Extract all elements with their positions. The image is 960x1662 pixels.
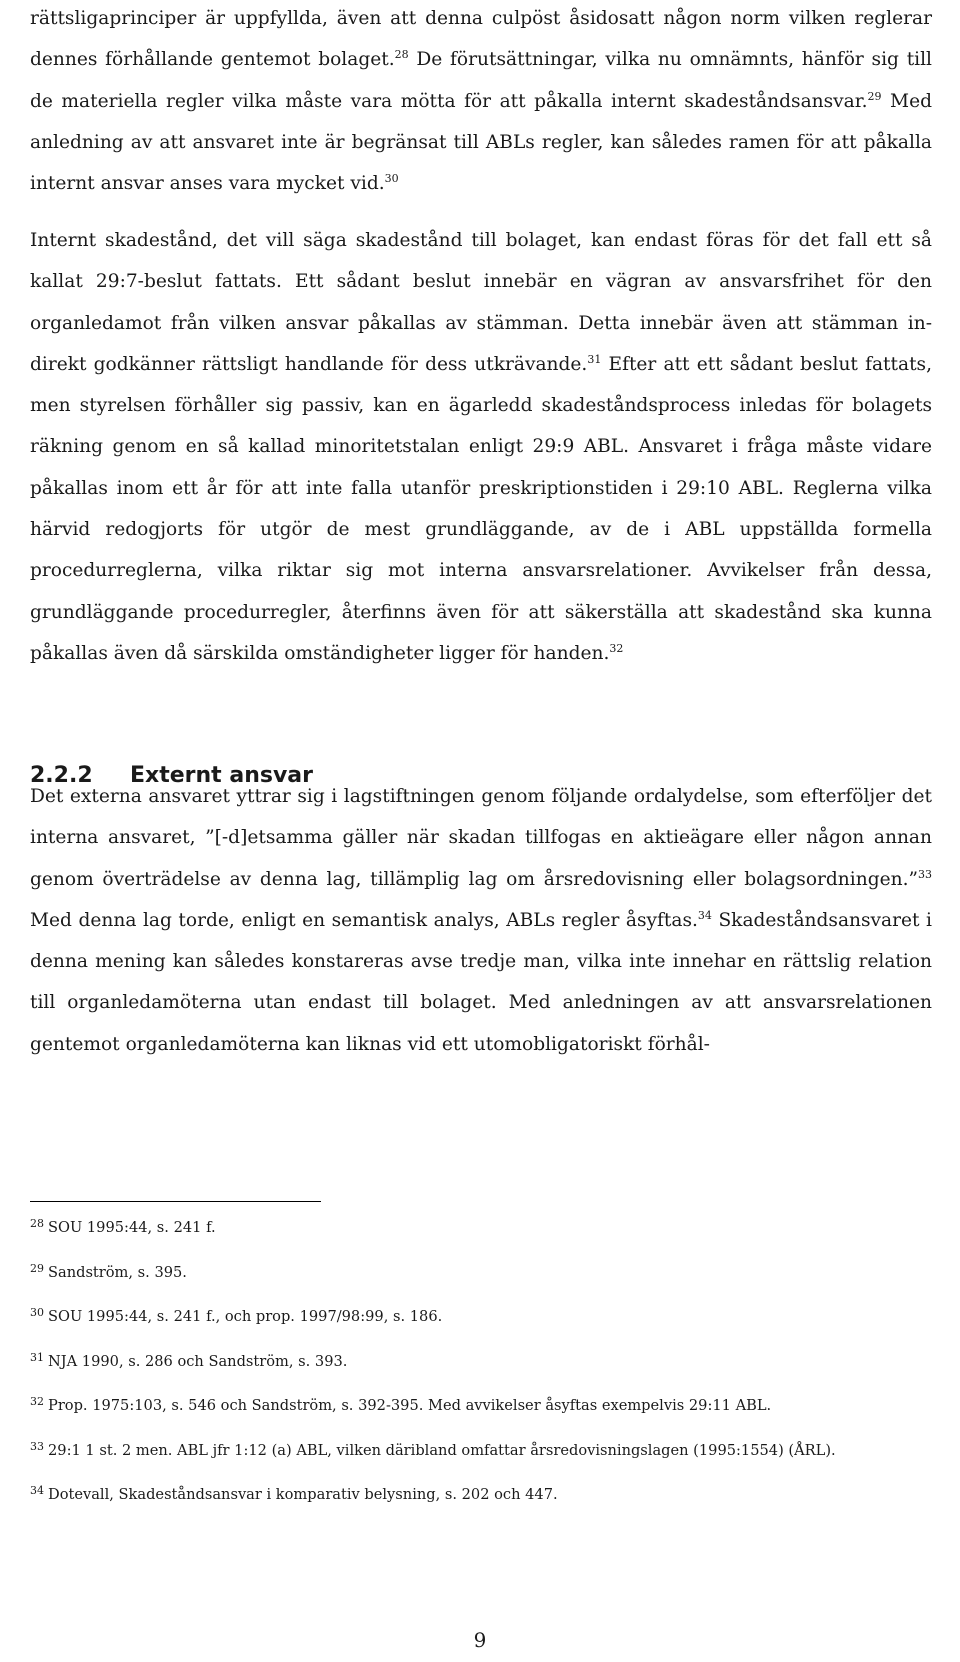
footnote-list — [30, 1214, 932, 1526]
footnote-reference[interactable]: 29 — [867, 89, 882, 103]
page-number: 9 — [473, 1628, 487, 1652]
footnote-reference[interactable]: 31 — [587, 352, 602, 366]
paragraph-2 — [30, 220, 932, 674]
footnote-number: 32 — [30, 1395, 44, 1408]
footnote-number: 34 — [30, 1484, 44, 1497]
text-run: De förutsättningar, vilka nu omnämnts, hänför sig till de materiella regler vilka måste vara mötta för att påkalla internt skadeståndsansvar. — [30, 49, 933, 112]
text-run: Det externa ansvaret yttrar sig i lagstiftningen genom följande ordalydelse, som efterföljer det interna ansvaret, ”[-d]etsamma gäller när skadan tillfogas en aktieägare eller någon annan genom överträdelse av denna lag, tillämplig lag om årsredovisning eller bolagsordningen.” — [30, 786, 932, 890]
footnote-number: 31 — [30, 1350, 44, 1364]
text-run: Med anledning av att ansvaret inte är begränsat till ABLs regler, kan således ramen för att påkalla internt ansvar anses vara mycket vid. — [30, 90, 932, 195]
footnote-text: NJA 1990, s. 286 och Sandström, s. 393. — [48, 1352, 348, 1370]
footnote-text: Prop. 1975:103, s. 546 och Sandström, s. 392-395. Med avvikelser åsyftas exempelvis 29:11 ABL. — [48, 1397, 772, 1414]
footnote-number: 33 — [30, 1439, 44, 1453]
footnote-28 — [30, 1214, 932, 1259]
footnote-32 — [30, 1392, 932, 1437]
text-run: Efter att ett sådant beslut fattats, men styrelsen förhåller sig passiv, kan en ägarledd skadeståndsprocess inledas för bolagets räkning genom en så kallad minoritetstalan enligt 29:9 ABL. Ansvaret i fråga måste vidare påkallas inom ett år för att inte falla utanför preskriptionstiden i 29:10 ABL. Reglerna vilka härvid redogjorts för utgör de mest grundläggande, av de i ABL uppställda formella procedurreglerna, vilka riktar sig mot interna ansvarsrelationer. Avvikelser från dessa, grundläggande procedurregler, återfinns även för att säkerställa att skadestånd ska kunna påkallas även då särskilda omständigheter ligger för handen. — [30, 353, 932, 664]
footnote-separator — [30, 1201, 321, 1202]
text-run: Skadeståndsansvaret i denna mening kan således konstareras avse tredje man, vilka inte innehar en rättslig relation till organledamöterna utan endast till bolaget. Med anledningen av att ansvarsrelationen gentemot organledamöterna kan liknas vid ett utomobligatoriskt förhål- — [30, 909, 932, 1055]
footnote-reference[interactable]: 30 — [384, 172, 399, 186]
paragraph-3 — [30, 776, 932, 1065]
text-run: Med denna lag torde, enligt en semantisk analys, ABLs regler åsyftas. — [30, 909, 698, 931]
footnote-text: Dotevall, Skadeståndsansvar i komparativ belysning, s. 202 och 447. — [48, 1486, 558, 1503]
footnote-number: 28 — [30, 1217, 44, 1230]
text-run: rättsligaprinciper är uppfyllda, även att denna culpöst åsidosatt någon norm vilken reglerar dennes förhållande gentemot bolaget. — [30, 8, 932, 71]
footnote-number: 29 — [30, 1261, 44, 1275]
footnote-30 — [30, 1303, 932, 1348]
footnote-reference[interactable]: 34 — [697, 908, 712, 922]
footnote-29 — [30, 1259, 932, 1304]
footnote-reference[interactable]: 28 — [394, 48, 409, 62]
footnote-text: Sandström, s. 395. — [48, 1263, 187, 1281]
footnote-31 — [30, 1348, 932, 1393]
footnote-text: SOU 1995:44, s. 241 f. — [48, 1219, 216, 1236]
section-title: Externt ansvar — [130, 763, 313, 788]
footnote-number: 30 — [30, 1306, 44, 1319]
paragraph-1 — [30, 0, 932, 204]
footnote-text: 29:1 1 st. 2 men. ABL jfr 1:12 (a) ABL, vilken däribland omfattar årsredovisningslagen (1995:1554) (ÅRL). — [48, 1441, 836, 1459]
footnote-reference[interactable]: 33 — [918, 867, 932, 881]
footnote-text: SOU 1995:44, s. 241 f., och prop. 1997/98:99, s. 186. — [48, 1308, 443, 1325]
footnote-reference[interactable]: 32 — [609, 641, 624, 655]
footnote-33 — [30, 1437, 932, 1482]
text-run: Internt skadestånd, det vill säga skadestånd till bolaget, kan endast föras för det fall ett så kallat 29:7-beslut fattats. Ett sådant beslut innebär en vägran av ansvarsfrihet för den organledamot från vilken ansvar påkallas av stämman. Detta innebär även att stämman indirekt godkänner rättsligt handlande för dess utkrävande. — [30, 230, 932, 375]
footnote-34 — [30, 1481, 932, 1526]
section-number: 2.2.2 — [30, 763, 93, 788]
